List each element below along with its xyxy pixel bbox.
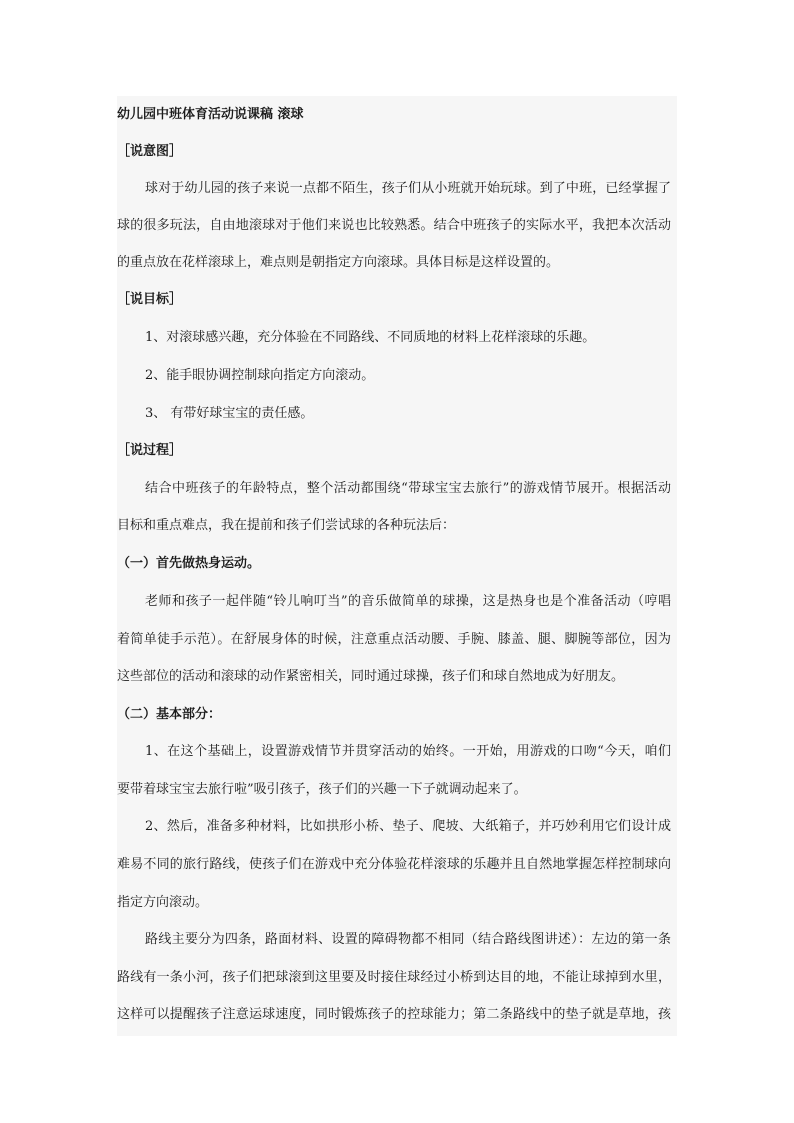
document-page (117, 96, 677, 1036)
part1-line-2: 着简单徒手示范）。在舒展身体的时候，注意重点活动腰、手腕、膝盖、腿、脚腕等部位，因为 (117, 632, 671, 647)
process-intro-line-2: 目标和重点难点，我在提前和孩子们尝试球的各种玩法后： (117, 518, 456, 533)
part2-p3-line-2: 路线有一条小河，孩子们把球滚到这里要及时接住球经过小桥到达目的地，不能让球掉到水里， (117, 970, 671, 985)
part1-line-3: 这些部位的活动和滚球的动作紧密相关，同时通过球操，孩子们和球自然地成为好朋友。 (117, 669, 625, 684)
process-intro-line-1: 结合中班孩子的年龄特点，整个活动都围绕“带球宝宝去旅行”的游戏情节展开。根据活动 (145, 481, 671, 496)
intent-line-1: 球对于幼儿园的孩子来说一点都不陌生，孩子们从小班就开始玩球。到了中班，已经掌握了 (145, 181, 671, 196)
part2-p1-line-1: 1、在这个基础上，设置游戏情节并贯穿活动的始终。一开始，用游戏的口吻“今天，咱们 (145, 744, 671, 759)
goal-item-1: 1、对滚球感兴趣，充分体验在不同路线、不同质地的材料上花样滚球的乐趣。 (145, 330, 596, 345)
part2-p2-line-3: 指定方向滚动。 (117, 895, 209, 910)
part2-p2-line-1: 2、然后，准备多种材料，比如拱形小桥、垫子、爬坡、大纸箱子，并巧妙利用它们设计成 (145, 819, 671, 834)
part2-p3-line-3: 这样可以提醒孩子注意运球速度，同时锻炼孩子的控球能力；第二条路线中的垫子就是草地，孩 (117, 1007, 671, 1022)
goal-item-3: 3、 有带好球宝宝的责任感。 (145, 406, 314, 421)
part2-p3-line-1: 路线主要分为四条，路面材料、设置的障碍物都不相同（结合路线图讲述）：左边的第一条 (145, 932, 671, 947)
document-title: 幼儿园中班体育活动说课稿 滚球 (117, 107, 304, 122)
part2-p1-line-2: 要带着球宝宝去旅行啦”吸引孩子，孩子们的兴趣一下子就调动起来了。 (117, 782, 527, 797)
part1-line-1: 老师和孩子一起伴随“铃儿响叮当”的音乐做简单的球操，这是热身也是个准备活动（哼唱 (145, 594, 671, 609)
intent-line-2: 球的很多玩法，自由地滚球对于他们来说也比较熟悉。结合中班孩子的实际水平，我把本次活动 (117, 218, 671, 233)
process-heading: ［说过程］ (117, 443, 183, 458)
goal-item-2: 2、能手眼协调控制球向指定方向滚动。 (145, 368, 375, 383)
intent-heading: ［说意图］ (117, 144, 183, 159)
goals-heading: ［说目标］ (117, 292, 183, 307)
part2-heading: （二）基本部分： (117, 707, 222, 722)
part1-heading: （一）首先做热身运动。 (117, 556, 261, 571)
part2-p2-line-2: 难易不同的旅行路线，使孩子们在游戏中充分体验花样滚球的乐趣并且自然地掌握怎样控制球向 (117, 857, 671, 872)
intent-line-3: 的重点放在花样滚球上，难点则是朝指定方向滚球。具体目标是这样设置的。 (117, 255, 560, 270)
